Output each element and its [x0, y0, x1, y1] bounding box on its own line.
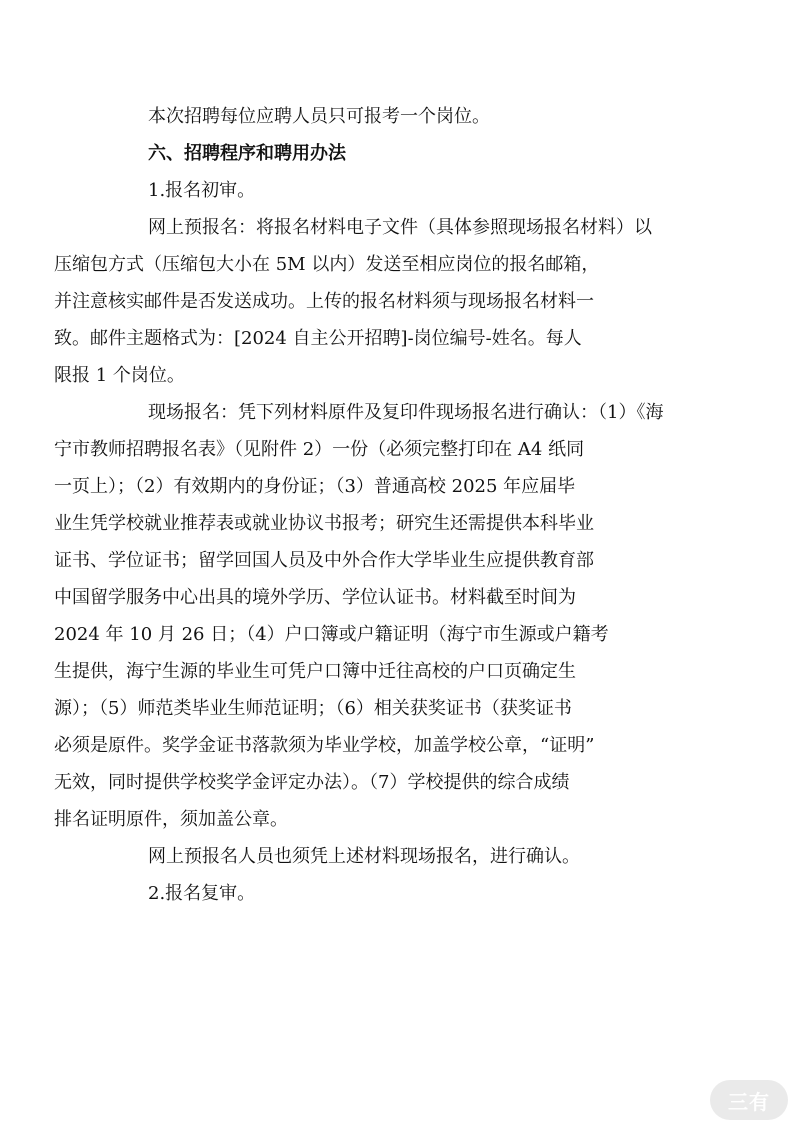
- text-line: 业生凭学校就业推荐表或就业协议书报考；研究生还需提供本科毕业: [54, 513, 594, 534]
- text-line: 并注意核实邮件是否发送成功。上传的报名材料须与现场报名材料一: [54, 291, 594, 312]
- text-line: 源）；（5）师范类毕业生师范证明；（6）相关获奖证书（获奖证书: [54, 698, 572, 719]
- text-line: 生提供，海宁生源的毕业生可凭户口簿中迁往高校的户口页确定生: [54, 661, 576, 682]
- paragraph-onsite-registration: [54, 394, 688, 838]
- text-line: 2024 年 10 月 26 日；（4）户口簿或户籍证明（海宁市生源或户籍考: [54, 624, 609, 645]
- document-body: [54, 98, 688, 912]
- paragraph-initial-review: [148, 172, 688, 209]
- paragraph-online-confirmation: [148, 838, 688, 875]
- paragraph-second-review: [148, 875, 688, 912]
- text-line: 限报 1 个岗位。: [54, 365, 185, 386]
- watermark-logo: 三有: [710, 1080, 788, 1120]
- text-line: 排名证明原件，须加盖公章。: [54, 809, 288, 830]
- paragraph-online-registration: [54, 209, 688, 394]
- text-line: 2.报名复审。: [148, 883, 256, 904]
- text-line: 必须是原件。奖学金证书落款须为毕业学校，加盖学校公章，“证明”: [54, 735, 595, 756]
- paragraph-one-position-rule: [148, 98, 688, 135]
- text-line: 压缩包方式（压缩包大小在 5M 以内）发送至相应岗位的报名邮箱，: [54, 254, 600, 275]
- text-line: 宁市教师招聘报名表》（见附件 2）一份（必须完整打印在 A4 纸同: [54, 439, 585, 460]
- text-line: 现场报名：凭下列材料原件及复印件现场报名进行确认：（1）《海: [148, 402, 664, 423]
- text-line: 1.报名初审。: [148, 180, 256, 201]
- text-line: 一页上）；（2）有效期内的身份证；（3）普通高校 2025 年应届毕: [54, 476, 576, 497]
- text-line: 本次招聘每位应聘人员只可报考一个岗位。: [148, 106, 490, 127]
- text-line: 网上预报名人员也须凭上述材料现场报名，进行确认。: [148, 846, 580, 867]
- section-heading: 六、招聘程序和聘用办法: [148, 143, 346, 164]
- text-line: 证书、学位证书；留学回国人员及中外合作大学毕业生应提供教育部: [54, 550, 594, 571]
- text-line: 无效，同时提供学校奖学金评定办法）。（7）学校提供的综合成绩: [54, 772, 570, 793]
- text-line: 致。邮件主题格式为：[2024 自主公开招聘]-岗位编号-姓名。每人: [54, 328, 582, 349]
- text-line: 中国留学服务中心出具的境外学历、学位认证书。材料截至时间为: [54, 587, 576, 608]
- text-line: 网上预报名：将报名材料电子文件（具体参照现场报名材料）以: [148, 217, 652, 238]
